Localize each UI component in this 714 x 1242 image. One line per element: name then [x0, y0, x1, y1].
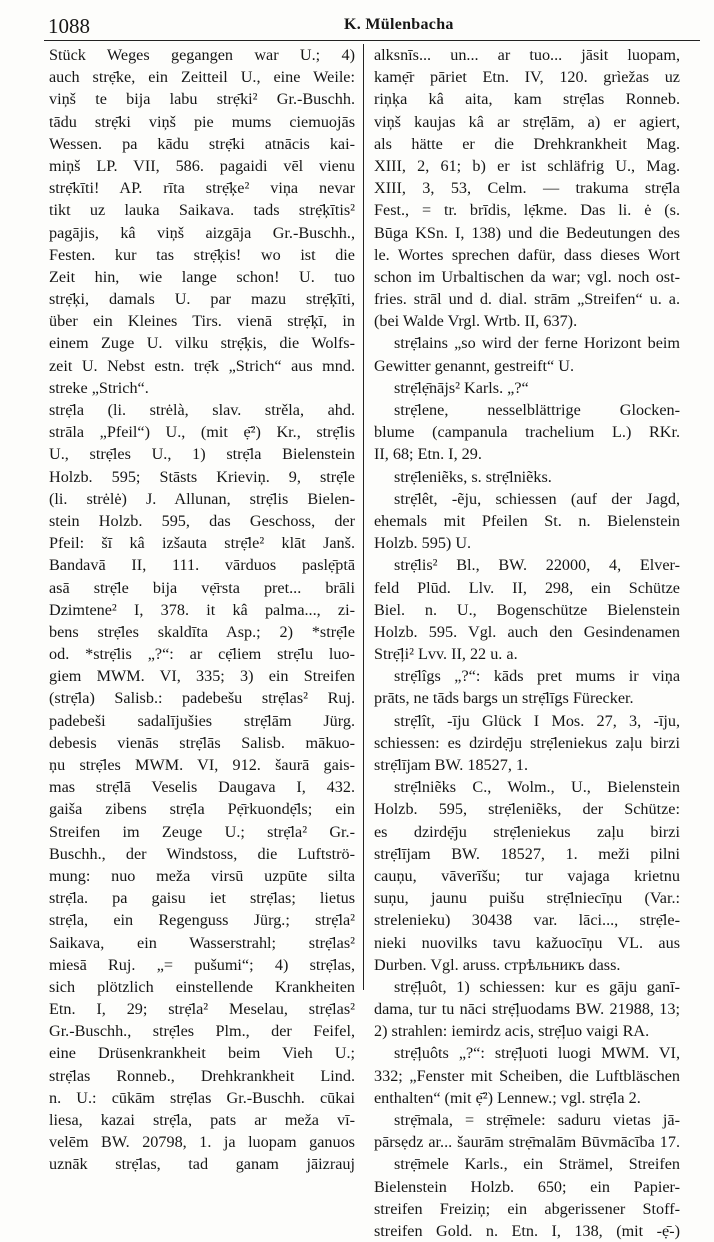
- right-column-line: enthalten“ (mit ẹ̄²) Lennew.; vgl. strẹ̄la 2.: [374, 1088, 641, 1107]
- right-column-line: strẹ̄ļuôts „?“: strẹ̄ļuoti luogi MWM. VI,: [394, 1044, 680, 1063]
- left-column-line: Wessen. pa kādu strẹ̄ki atnācis kai-: [49, 134, 355, 153]
- page-header: [44, 6, 700, 41]
- left-column-line: sich plötzlich einstellende Krankheiten: [49, 977, 355, 996]
- left-column-line: streke „Strich“.: [49, 378, 149, 397]
- right-column-line: alksnīs... un... ar tuo... jāsit luopam,: [374, 46, 680, 64]
- right-column-line: riņķa kâ aita, kam strẹ̄las Ronneb.: [374, 90, 680, 109]
- left-column-line: Zeit hin, wie lange schon! U. tuo: [49, 267, 355, 286]
- left-column-line: ņu strẹ̄les MWM. VI, 912. šaurā gais-: [49, 756, 355, 774]
- left-column-line: giem MWM. VI, 335; 3) ein Streifen: [49, 667, 355, 686]
- right-column-line: blume (campanula trachelium L.) RKr.: [374, 423, 680, 442]
- right-column-line: nieki nuovilks tavu kažuocīņu VL. aus: [374, 933, 680, 952]
- left-column-line: (li. strėlė) J. Allunan, strẹ̄lis Bielen-: [49, 489, 355, 508]
- left-column-line: mung: nuo meža virsū uzpūte silta: [49, 866, 355, 885]
- left-column-line: debesis vienās strẹ̄lās Salisb. mākuo-: [49, 733, 355, 752]
- running-title: K. Mülenbacha: [344, 16, 454, 33]
- left-column-line: strẹ̄la, ein Regenguss Jürg.; strẹ̄la²: [49, 911, 355, 930]
- right-column-line: strẹ̄lains „so wird der ferne Horizont beim: [394, 334, 680, 353]
- right-column-line: II, 68; Etn. I, 29.: [374, 445, 482, 464]
- left-column-line: Festen. kur tas strẹ̄ķis! wo ist die: [49, 245, 355, 264]
- right-column-line: Būga KSn. I, 138) und die Bedeutungen des: [374, 223, 680, 242]
- left-column-line: bens strẹ̄les skaldīta Asp.; 2) *strẹ̄le: [49, 622, 355, 641]
- left-column-line: einem Zuge U. vilku strẹ̄ķis, die Wolfs-: [49, 334, 355, 353]
- right-column-line: es dzirdẹ̄ju strẹ̄leniekus zaļu birzi: [374, 822, 680, 841]
- right-column-line: kamẹ̄r pāriet Etn. IV, 120. grìežas uz: [374, 68, 680, 87]
- left-column-line: Bandavā II, 111. vārduos paslẹ̄ptā: [49, 556, 355, 575]
- right-column-line: (bei Walde Vrgl. Wrtb. II, 637).: [374, 312, 578, 331]
- right-column-line: schiessen: es dzirdẹ̄ju strẹ̄leniekus zaļu birzi: [374, 733, 680, 752]
- left-column-line: Streifen im Zeuge U.; strẹ̄la² Gr.-: [49, 822, 355, 841]
- left-column-line: tikt uz lauka Saikava. tads strẹ̄ķītis²: [49, 201, 355, 220]
- left-column-line: strẹ̄kīti! AP. rīta strẹ̄ķe² viņa nevar: [49, 179, 355, 198]
- right-column-line: strẹ̄mala, = strẹ̄mele: saduru vietas jā-: [394, 1111, 680, 1129]
- left-column-line: stein Holzb. 595, das Geschoss, der: [49, 511, 355, 530]
- right-column-line: Gewitter genannt, gestreift“ U.: [374, 356, 575, 375]
- right-column-line: strelenieku) 30438 var. lāci..., strẹ̄le-: [374, 911, 680, 930]
- right-column-line: strẹ̄lniẽks C., Wolm., U., Bielenstein: [394, 778, 680, 797]
- right-column-line: Bielenstein Holzb. 650; ein Papier-: [374, 1177, 680, 1196]
- left-column-line: mas strẹ̄lā Veselis Daugava I, 432.: [49, 778, 355, 797]
- right-column-line: suņu, jaunu puišu strẹ̄lniecīņu (Var.:: [374, 889, 680, 908]
- right-column-line: strẹ̄lît, -īju Glück I Mos. 27, 3, -īju,: [394, 711, 680, 730]
- right-column-line: Holzb. 595. Vgl. auch den Gesindenamen: [374, 622, 680, 641]
- right-column-line: strẹ̄lene, nesselblättrige Glocken-: [394, 401, 680, 419]
- right-column-line: pārsẹdz ar... šaurām strẹ̄malām Būvmācība 17.: [374, 1133, 680, 1152]
- left-column-line: Etn. I, 29; strẹ̄la² Meselau, strẹ̄las²: [49, 1000, 355, 1019]
- left-column-line: U., strẹ̄les U., 1) strẹ̄la Bielenstein: [49, 445, 355, 464]
- right-column-line: 2) strahlen: iemirdz acis, strẹ̄ļuo vaigi RA.: [374, 1022, 650, 1041]
- page-number: 1088: [48, 14, 90, 38]
- left-column-line: Holzb. 595; Stāsts Krieviņ. 9, strẹ̄le: [49, 467, 355, 486]
- right-column-line: XIII, 2, 61; b) er ist schläfrig U., Mag.: [374, 156, 680, 175]
- right-column-line: streifen Gold. n. Etn. I, 138, (mit -ẹ̄-): [374, 1221, 680, 1240]
- right-column-line: strẹ̄lẹ̄nājs² Karls. „?“: [394, 378, 529, 397]
- left-column-line: zeit U. Nebst estn. trẹ̄k „Strich“ aus mnd.: [49, 356, 355, 375]
- left-column-line: eine Drüsenkrankheit beim Vieh U.;: [49, 1044, 355, 1063]
- right-column-line: Holzb. 595, strẹ̄leniẽks, der Schütze:: [374, 800, 680, 819]
- right-column: [374, 44, 680, 1242]
- left-column-line: pagājis, kâ viņš aizgāja Gr.-Buschh.,: [49, 223, 355, 242]
- left-column-line: Pfeil: šī kâ izšauta strẹ̄le² klāt Janš.: [49, 534, 355, 553]
- left-column-line: n. U.: cūkām strẹ̄las Gr.-Buschh. cūkai: [49, 1088, 355, 1107]
- right-column-line: feld Plūd. Llv. II, 298, ein Schütze: [374, 578, 680, 597]
- left-column-line: uznāk strẹ̄las, tad ganam jāizrauj: [49, 1155, 355, 1174]
- right-column-line: prāts, ne tāds bargs un strẹ̄līgs Fürecker.: [374, 689, 634, 708]
- right-column-line: 332; „Fenster mit Scheiben, die Luftbläschen: [374, 1066, 680, 1085]
- right-column-line: strẹ̄leniẽks, s. strẹ̄lniẽks.: [394, 467, 552, 486]
- right-column-line: dama, tur tu nāci strẹ̄ļuodams BW. 21988, 13;: [374, 1000, 680, 1019]
- left-column-line: gaiša zibens strẹ̄la Pẹ̄rkuondẹ̄ls; ein: [49, 800, 355, 819]
- right-column-line: strẹ̄lījam BW. 18527, 1. meži pilni: [374, 844, 680, 863]
- right-column-line: viņš kaujas kâ ar strẹ̄lām, a) er agiert,: [374, 112, 680, 131]
- right-column-line: strẹ̄mele Karls., ein Strämel, Streifen: [394, 1155, 680, 1174]
- left-column-line: strẹ̄las Ronneb., Drehkrankheit Lind.: [49, 1066, 355, 1085]
- right-column-line: schon im Urbaltischen da war; vgl. noch ost-: [374, 267, 680, 286]
- left-column-line: liesa, kazai strẹ̄la, pats ar meža vī-: [49, 1111, 355, 1129]
- left-column-line: Gr.-Buschh., strẹ̄les Plm., der Feifel,: [49, 1022, 355, 1041]
- right-column-line: Durben. Vgl. aruss. стрѣльникъ dass.: [374, 955, 621, 974]
- left-column-line: strẹ̄la. pa gaisu iet strẹ̄las; lietus: [49, 889, 355, 908]
- right-column-line: fries. strāl und d. dial. strām „Streifen“ u. a.: [374, 290, 680, 309]
- left-column-line: über ein Kleines Tirs. vienā strẹ̄ķī, in: [49, 312, 355, 331]
- right-column-line: strẹ̄ļuôt, 1) schiessen: kur es gāju ganī-: [394, 977, 680, 996]
- right-column-line: strẹ̄līјam BW. 18527, 1.: [374, 756, 529, 774]
- right-column-line: cauņu, vāverīšu; tur vajaga krietnu: [374, 866, 680, 885]
- left-column-line: strẹ̄ķi, damals U. par mazu strẹ̄ķīti,: [49, 290, 355, 309]
- left-column-line: velēm BW. 20798, 1. ja luopam ganuos: [49, 1133, 355, 1152]
- left-column-line: auch strẹ̄ke, ein Zeitteil U., eine Weile:: [49, 68, 355, 87]
- left-column-line: (strẹ̄la) Salisb.: padebešu strẹ̄las² Ruj.: [49, 689, 355, 708]
- left-column-line: miņš LP. VII, 586. pagaidi vēl vienu: [49, 156, 355, 175]
- right-column-line: Fest., = tr. brīdis, lẹ̄kme. Das li. ė (s.: [374, 201, 680, 220]
- left-column-line: tādu strẹ̄ki viņš pie mums ciemuojās: [49, 112, 355, 131]
- left-column-line: asā strẹ̄le bija vẹ̄rsta pret... brāli: [49, 578, 355, 597]
- right-column-line: streifen Freiziņ; ein abgerissener Stoff-: [374, 1199, 680, 1218]
- left-column-line: viņš te bija labu strẹ̄ki² Gr.-Buschh.: [49, 90, 355, 109]
- right-column-line: ehemals mit Pfeilen St. n. Bielenstein: [374, 511, 680, 530]
- right-column-line: le. Wortes sprechen dafür, dass dieses Wort: [374, 245, 680, 264]
- right-column-line: strẹ̄lîgs „?“: kāds pret mums ir viņa: [394, 667, 680, 686]
- right-column-line: strẹ̄lis² Bl., BW. 22000, 4, Elver-: [394, 556, 680, 575]
- left-column-line: Stück Weges gegangen war U.; 4): [49, 46, 355, 64]
- left-column-line: strāla „Pfeil“) U., (mit ẹ̄²) Kr., strẹ̄lis: [49, 423, 355, 442]
- left-column-line: strẹ̄la (li. strėlà, slav. strěla, ahd.: [49, 401, 355, 419]
- left-column-line: Dzimtene² I, 378. it kâ palma..., zi-: [49, 600, 355, 619]
- left-column-line: od. *strẹ̄lis „?“: ar cẹ̄liem strẹ̄lu luo-: [49, 645, 355, 664]
- left-column-line: miesā Ruj. „= pušumi“; 4) strẹ̄las,: [49, 955, 355, 974]
- left-column-line: Saikava, ein Wasserstrahl; strẹ̄las²: [49, 933, 355, 952]
- right-column-line: Strẹ̄ļi² Lvv. II, 22 u. a.: [374, 645, 518, 664]
- right-column-line: Biel. n. U., Bogenschütze Bielenstein: [374, 600, 680, 619]
- right-column-line: als hätte er die Drehkrankheit Mag.: [374, 134, 680, 153]
- right-column-line: XIII, 3, 53, Celm. — trakuma strẹ̄la: [374, 179, 680, 198]
- column-divider: [363, 44, 364, 990]
- left-column-line: padebeši sadalījušies strẹ̄lām Jürg.: [49, 711, 355, 730]
- right-column-line: strẹ̄lêt, -ẽju, schiessen (auf der Jagd,: [394, 489, 680, 508]
- left-column-line: Buschh., der Windstoss, die Luftströ-: [49, 844, 355, 863]
- right-column-line: Holzb. 595) U.: [374, 534, 472, 553]
